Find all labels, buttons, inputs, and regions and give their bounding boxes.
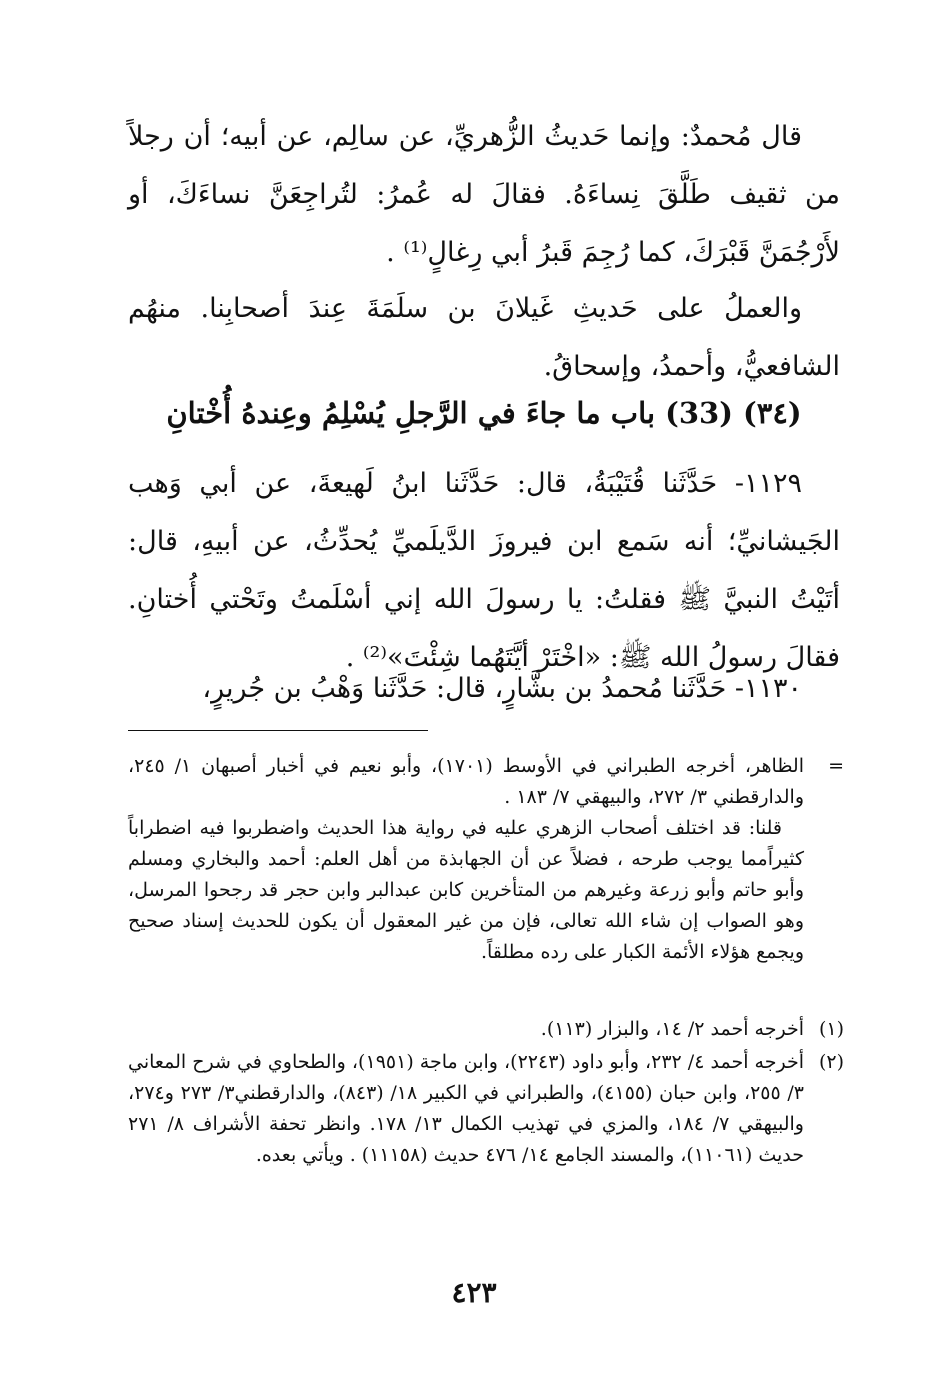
hadith-text: ١١٣٠- حَدَّثَنا مُحمدُ بن بشَّارٍ، قال: حَدَّثَنا وَهْبُ بن جُريرٍ، bbox=[202, 673, 802, 704]
hadith-text: ١١٢٩- حَدَّثَنا قُتَيْبَةُ، قال: حَدَّثَنا ابنُ لَهيعةَ، عن أبي وَهب الجَيشانيِّ؛ أنه سَمع ابن فيروزَ الدَّيلَميِّ يُحدِّثُ، عن أبيهِ، قال: أتَيْتُ النبيَّ ﷺ فقلتُ: يا رسولَ الله إني أسْلَمتُ وتَحْتي أُختانِ. فقالَ رسولُ الله ﷺ: «اخْتَرْ أيَّتَهُما شِئْتَ»⁽²⁾ . bbox=[128, 468, 840, 673]
footnote-continuation bbox=[128, 751, 844, 968]
paragraph-practice bbox=[128, 280, 840, 396]
hadith-1130 bbox=[128, 660, 840, 718]
paragraph-text: والعملُ على حَديثِ غَيلانَ بن سلَمَةَ عِندَ أصحابِنا. منهُم الشافعيُّ، وأحمدُ، وإسحاقُ. bbox=[128, 293, 840, 382]
footnote-number: (١) bbox=[818, 1018, 844, 1040]
footnote-1 bbox=[128, 1014, 844, 1045]
chapter-heading: (٣٤) (33) باب ما جاءَ في الرَّجلِ يُسْلِمُ وعِندهُ أُخْتانِ bbox=[166, 396, 802, 430]
footnote-text: أخرجه أحمد ٢/ ١٤، والبزار (١١٣). bbox=[540, 1018, 804, 1040]
footnote-text: أخرجه أحمد ٤/ ٢٣٢، وأبو داود (٢٢٤٣)، وابن ماجة (١٩٥١)، والطحاوي في شرح المعاني ٣/ ٢٥٥، وابن حبان (٤١٥٥)، والطبراني في الكبير ١٨/ (٨٤٣)، والدارقطني٣/ ٢٧٣ و٢٧٤، والبيهقي ٧/ ١٨٤، والمزي في تهذيب الكمال ١٣/ ١٧٨. وانظر تحفة الأشراف ٨/ ٢٧١ حديث (١١٠٦١)، والمسند الجامع ١٤/ ٤٧٦ حديث (١١١٥٨) . ويأتي بعده. bbox=[128, 1051, 804, 1166]
footnote-text: قلنا: قد اختلف أصحاب الزهري عليه في رواية هذا الحديث واضطربوا فيه اضطراباً كثيراًمما يوجب طرحه ، فضلاً عن أن الجهابذة من أهل العلم: أحمد والبخاري ومسلم وأبو حاتم وأبو زرعة وغيرهم من المتأخرين كابن عبدالبر وابن حجر قد رجحوا المرسل، وهو الصواب إن شاء الله تعالى، فإن من غير المعقول أن يكون للحديث إسناد صحيح ويجمع هؤلاء الأئمة الكبار على رده مطلقاً. bbox=[128, 817, 804, 963]
footnote-number: (٢) bbox=[818, 1051, 844, 1073]
footnote-text: الظاهر، أخرجه الطبراني في الأوسط (١٧٠١)، وأبو نعيم في أخبار أصبهان ١/ ٢٤٥، والدارقطني ٣/ ٢٧٢، والبيهقي ٧/ ١٨٣ . bbox=[128, 755, 804, 808]
hadith-1129 bbox=[128, 455, 840, 687]
continuation-mark: = bbox=[828, 755, 844, 777]
paragraph-text: قال مُحمدٌ: وإنما حَديثُ الزُّهريِّ، عن سالِم، عن أبيه؛ أن رجلاً من ثقيف طَلَّقَ نِساءَهُ. فقالَ له عُمرُ: لتُراجِعَنَّ نساءَكَ، أو لأَرْجُمَنَّ قَبْرَكَ، كما رُجِمَ قَبرُ أبي رِغالٍ⁽¹⁾ . bbox=[128, 121, 840, 268]
page-number: ٤٢٣ bbox=[451, 1276, 497, 1309]
footnote-separator bbox=[128, 730, 428, 731]
footnote-2 bbox=[128, 1047, 844, 1171]
paragraph-zuhri bbox=[128, 108, 840, 282]
